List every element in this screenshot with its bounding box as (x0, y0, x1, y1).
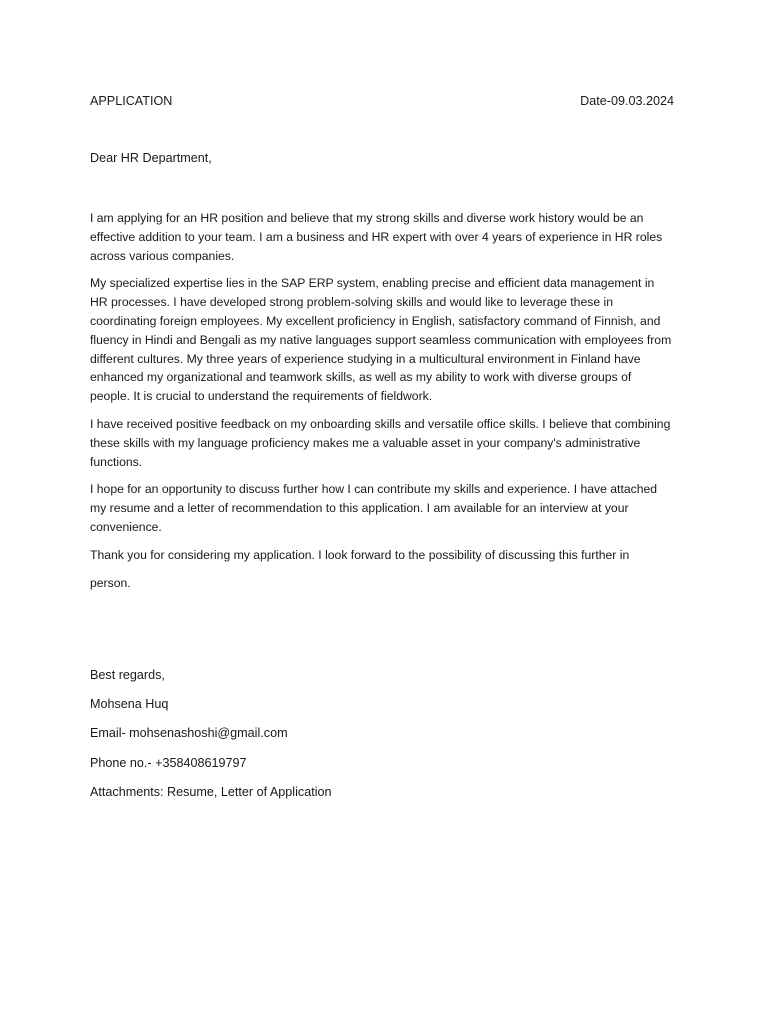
salutation: Dear HR Department, (90, 151, 212, 165)
document-date: Date-09.03.2024 (580, 94, 674, 108)
letter-header (90, 94, 674, 112)
document-title: APPLICATION (90, 94, 173, 108)
signature-block (90, 666, 332, 812)
paragraph-intro: I am applying for an HR position and believe that my strong skills and diverse work history would be an effective addition to your team. I am a business and HR expert with over 4 years of experience in HR roles across various companies. (90, 211, 663, 263)
regards-line: Best regards, (90, 668, 165, 682)
closing-sentence-end: person. (90, 575, 131, 590)
sender-name: Mohsena Huq (90, 697, 169, 712)
paragraph-expertise: My specialized expertise lies in the SAP ERP system, enabling precise and efficient data management in HR processes. I have developed strong problem-solving skills and would like to leverage these in coordinating foreign employees. My excellent proficiency in English, satisfactory command of Finnish, and fluency in Hindi and Bengali as my native languages support seamless communication with employees from different cultures. My three years of experience studying in a multicultural environment in Finland have enhanced my organizational and teamwork skills, as well as my ability to work with diverse groups of people. It is crucial to understand the requirements of fieldwork. (90, 276, 672, 404)
paragraph-opportunity: I hope for an opportunity to discuss further how I can contribute my skills and experience. I have attached my resume and a letter of recommendation to this application. I am available for an interview at your convenience. (90, 482, 658, 534)
sender-phone: Phone no.- +358408619797 (90, 755, 247, 770)
sender-email: Email- mohsenashoshi@gmail.com (90, 726, 288, 741)
closing-sentence: Thank you for considering my application. I look forward to the possibility of discussing this further in (90, 547, 630, 562)
paragraph-feedback: I have received positive feedback on my onboarding skills and versatile office skills. I believe that combining these skills with my language proficiency makes me a valuable asset in your company's administrative functions. (90, 416, 671, 469)
attachments-line: Attachments: Resume, Letter of Application (90, 784, 332, 799)
letter-body (90, 209, 674, 601)
